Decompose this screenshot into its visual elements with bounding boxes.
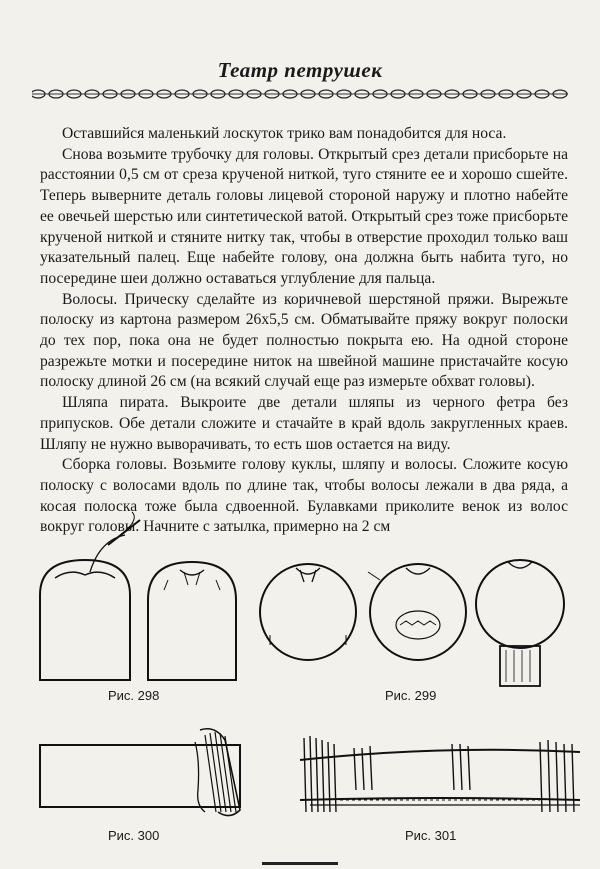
paragraph: Шляпа пирата. Выкроите две детали шляпы из черного фетра без припусков. Обе детали сложите и стачайте в край вдоль закругленных краев. Шляпу не нужно выворачивать, то есть шов остается на виду. bbox=[40, 394, 568, 453]
caption-fig-299: Рис. 299 bbox=[385, 688, 437, 703]
figure-299-drawing bbox=[260, 560, 564, 686]
caption-fig-300: Рис. 300 bbox=[108, 828, 160, 843]
paragraph: Оставшийся маленький лоскуток трико вам понадобится для носа. bbox=[62, 125, 507, 142]
page-header-title: Театр петрушек bbox=[217, 58, 383, 82]
figure-298-drawing bbox=[40, 512, 236, 680]
paragraph: Сборка головы. Возьмите голову куклы, шляпу и волосы. Сложите косую полоску с волосами вдоль по длине так, чтобы волосы лежали в два ряда, а косая полоска тоже была сдвоенной. Булавками приколите венок из волос вокруг головы. Начните с затылка, примерно на 2 см bbox=[40, 456, 568, 536]
figure-301-drawing bbox=[300, 736, 580, 812]
figure-300-drawing bbox=[40, 729, 240, 816]
paragraph: Снова возьмите трубочку для головы. Открытый срез детали присборьте на расстоянии 0,5 см от среза крученой ниткой, туго стяните ее и хорошо сшейте. Теперь выверните деталь головы лицевой стороной наружу и плотно набейте ее овечьей шерстью или синтетической ватой. Открытый срез тоже присборьте крученой ниткой и стяните нитку так, чтобы в отверстие проходил только ваш указательный палец. Еще набейте голову, она должна быть набита туго, но посередине шеи должно оставаться углубление для пальца. bbox=[40, 145, 568, 287]
paragraph: Волосы. Прическу сделайте из коричневой шерстяной пряжи. Вырежьте полоску из картона размером 26х5,5 см. Обматывайте пряжу вокруг полоски до тех пор, пока она не будет полностью покрыта ею. На одной стороне разрежьте мотки и посередине ниток на швейной машине пристачайте косую полоску длиной 26 см (на всякий случай еще раз измерьте обхват головы). bbox=[40, 290, 568, 391]
footer-rule bbox=[262, 862, 338, 865]
caption-fig-298: Рис. 298 bbox=[108, 688, 160, 703]
caption-fig-301: Рис. 301 bbox=[405, 828, 457, 843]
